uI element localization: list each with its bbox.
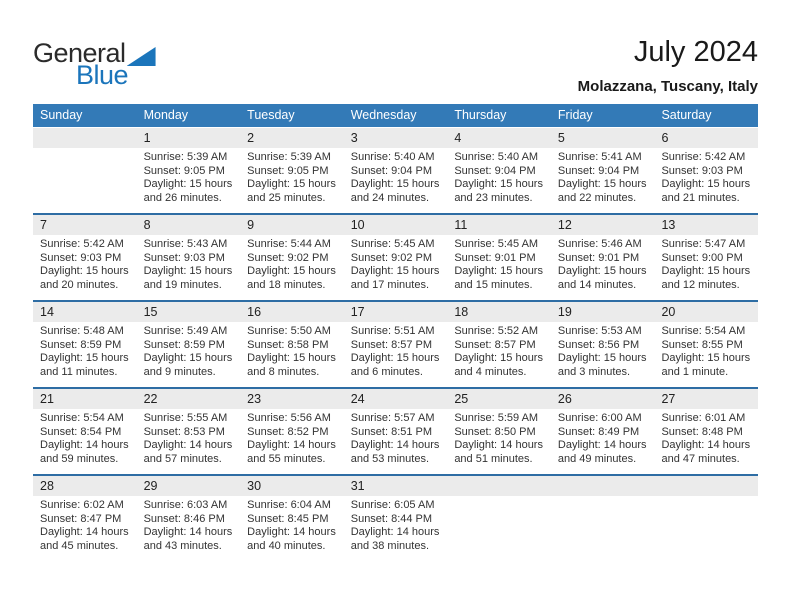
day-cell [654,322,758,387]
day-number: 17 [350,305,365,319]
day-number: 1 [143,131,151,145]
day-number-band [33,302,758,322]
day-cell [240,496,344,561]
daylight-text: Daylight: 15 hours and 3 minutes. [557,352,647,378]
sunrise-text: Sunrise: 5:48 AM [40,325,124,337]
day-cell [447,409,551,474]
day-cell [344,322,448,387]
sunrise-text: Sunrise: 5:55 AM [143,412,228,424]
sunrise-text: Sunrise: 5:57 AM [350,412,435,424]
daylight-text: Daylight: 15 hours and 25 minutes. [247,178,336,204]
sunrise-text: Sunrise: 5:53 AM [557,325,642,337]
sunset-text: Sunset: 8:48 PM [661,425,743,438]
day-cell [137,235,241,300]
general-blue-logo [33,38,156,91]
daylight-text: Daylight: 15 hours and 8 minutes. [247,352,336,378]
day-cell [447,148,551,213]
day-cell [240,409,344,474]
day-cell [551,322,655,387]
day-number-band [33,389,758,409]
day-number-band [33,128,758,148]
day-cell [137,148,241,213]
sunset-text: Sunset: 8:49 PM [557,425,640,438]
sunset-text: Sunset: 8:59 PM [40,338,122,351]
sunrise-text: Sunrise: 5:51 AM [350,325,435,337]
daylight-text: Daylight: 14 hours and 40 minutes. [247,526,336,552]
sunrise-text: Sunrise: 5:46 AM [557,238,642,250]
day-number: 4 [454,131,462,145]
day-number: 18 [454,305,469,319]
title-block [578,36,758,95]
day-cell [447,235,551,300]
sunset-text: Sunset: 8:59 PM [143,338,225,351]
sunset-text: Sunset: 8:51 PM [350,425,433,438]
empty-day-cell [551,496,655,561]
sunset-text: Sunset: 9:02 PM [247,251,329,264]
daylight-text: Daylight: 14 hours and 38 minutes. [350,526,440,552]
day-name-tuesday: Tuesday [247,108,295,122]
sunset-text: Sunset: 9:04 PM [350,164,433,177]
day-number: 2 [247,131,255,145]
day-number: 28 [40,479,54,493]
daylight-text: Daylight: 15 hours and 24 minutes. [350,178,440,204]
sunset-text: Sunset: 9:03 PM [143,251,225,264]
sunrise-text: Sunrise: 5:54 AM [661,325,746,337]
daylight-text: Daylight: 14 hours and 45 minutes. [40,526,129,552]
day-number: 12 [557,218,572,232]
daylight-text: Daylight: 15 hours and 22 minutes. [557,178,647,204]
daylight-text: Daylight: 15 hours and 9 minutes. [143,352,233,378]
day-cell [240,322,344,387]
sunset-text: Sunset: 9:04 PM [454,164,536,177]
day-cell [240,148,344,213]
sunrise-text: Sunrise: 5:40 AM [350,151,435,163]
day-number: 26 [557,392,572,406]
daylight-text: Daylight: 15 hours and 18 minutes. [247,265,336,291]
day-number: 29 [143,479,158,493]
daylight-text: Daylight: 15 hours and 4 minutes. [454,352,543,378]
sunset-text: Sunset: 8:46 PM [143,512,225,525]
sunrise-text: Sunrise: 5:41 AM [557,151,642,163]
day-cell [344,148,448,213]
day-number: 13 [661,218,676,232]
empty-day-cell [447,496,551,561]
sunrise-text: Sunrise: 5:47 AM [661,238,746,250]
week-row [33,474,758,561]
calendar-table [33,104,758,561]
sunset-text: Sunset: 8:47 PM [40,512,122,525]
daylight-text: Daylight: 15 hours and 23 minutes. [454,178,543,204]
sunset-text: Sunset: 8:52 PM [247,425,329,438]
calendar-weeks [33,128,758,561]
month-title: July 2024 [633,36,758,68]
day-name-saturday: Saturday [661,108,712,122]
sunset-text: Sunset: 8:53 PM [143,425,225,438]
sunrise-text: Sunrise: 5:45 AM [454,238,539,250]
location-subtitle: Molazzana, Tuscany, Italy [577,78,758,95]
day-name-monday: Monday [143,108,189,122]
sunrise-text: Sunrise: 5:44 AM [247,238,331,250]
sunset-text: Sunset: 8:54 PM [40,425,122,438]
week-row [33,213,758,300]
day-details-row [33,409,758,474]
daylight-text: Daylight: 14 hours and 51 minutes. [454,439,543,465]
day-number: 9 [247,218,255,232]
day-number: 5 [557,131,565,145]
day-number-band [33,215,758,235]
sunrise-text: Sunrise: 5:45 AM [350,238,435,250]
sunset-text: Sunset: 8:57 PM [350,338,433,351]
day-number: 20 [661,305,676,319]
day-number: 15 [143,305,158,319]
day-cell [654,409,758,474]
sunrise-text: Sunrise: 5:52 AM [454,325,539,337]
day-name-wednesday: Wednesday [350,108,417,122]
sunset-text: Sunset: 9:05 PM [247,164,329,177]
daylight-text: Daylight: 15 hours and 21 minutes. [661,178,751,204]
week-row [33,128,758,213]
daylight-text: Daylight: 14 hours and 57 minutes. [143,439,233,465]
sunrise-text: Sunrise: 6:01 AM [661,412,746,424]
day-name-thursday: Thursday [454,108,507,122]
sunset-text: Sunset: 9:04 PM [557,164,640,177]
daylight-text: Daylight: 15 hours and 6 minutes. [350,352,440,378]
empty-day-cell [654,496,758,561]
sunset-text: Sunset: 8:50 PM [454,425,536,438]
sunrise-text: Sunrise: 6:00 AM [557,412,642,424]
day-name-sunday: Sunday [40,108,83,122]
day-cell [654,148,758,213]
sunset-text: Sunset: 9:01 PM [454,251,536,264]
daylight-text: Daylight: 15 hours and 15 minutes. [454,265,543,291]
daylight-text: Daylight: 14 hours and 53 minutes. [350,439,440,465]
day-cell [344,496,448,561]
sunrise-text: Sunrise: 6:02 AM [40,499,124,511]
sunset-text: Sunset: 8:57 PM [454,338,536,351]
day-number: 25 [454,392,469,406]
day-cell [33,409,137,474]
day-number: 24 [350,392,365,406]
sunset-text: Sunset: 9:03 PM [40,251,122,264]
empty-day-number [447,476,551,496]
day-details-row [33,496,758,561]
day-number: 22 [143,392,158,406]
daylight-text: Daylight: 14 hours and 49 minutes. [557,439,647,465]
sunrise-text: Sunrise: 5:43 AM [143,238,228,250]
sunrise-text: Sunrise: 5:39 AM [247,151,331,163]
day-number: 14 [40,305,54,319]
sunrise-text: Sunrise: 6:05 AM [350,499,435,511]
day-cell [240,235,344,300]
daylight-text: Daylight: 15 hours and 12 minutes. [661,265,751,291]
day-cell [33,235,137,300]
daylight-text: Daylight: 15 hours and 14 minutes. [557,265,647,291]
day-number: 31 [350,479,365,493]
day-cell [654,235,758,300]
daylight-text: Daylight: 15 hours and 1 minute. [661,352,751,378]
daylight-text: Daylight: 15 hours and 11 minutes. [40,352,129,378]
daylight-text: Daylight: 14 hours and 43 minutes. [143,526,233,552]
day-number: 11 [454,218,468,232]
empty-day-number [654,476,758,496]
day-details-row [33,235,758,300]
daylight-text: Daylight: 15 hours and 19 minutes. [143,265,233,291]
sunrise-text: Sunrise: 5:40 AM [454,151,539,163]
sunrise-text: Sunrise: 5:39 AM [143,151,228,163]
day-number-band [33,476,758,496]
sunrise-text: Sunrise: 6:03 AM [143,499,228,511]
sunset-text: Sunset: 8:44 PM [350,512,433,525]
day-cell [137,409,241,474]
empty-day-cell [33,148,137,213]
sunrise-text: Sunrise: 5:42 AM [40,238,124,250]
sunrise-text: Sunrise: 5:56 AM [247,412,331,424]
sunset-text: Sunset: 8:55 PM [661,338,743,351]
sunset-text: Sunset: 8:58 PM [247,338,329,351]
sunset-text: Sunset: 9:03 PM [661,164,743,177]
day-number: 16 [247,305,262,319]
day-cell [137,322,241,387]
week-row [33,300,758,387]
day-name-friday: Friday [557,108,593,122]
day-details-row [33,148,758,213]
day-cell [33,496,137,561]
sunset-text: Sunset: 8:56 PM [557,338,640,351]
day-number: 8 [143,218,151,232]
day-cell [33,322,137,387]
sunrise-text: Sunrise: 6:04 AM [247,499,331,511]
day-number: 6 [661,131,669,145]
day-number: 27 [661,392,676,406]
sunset-text: Sunset: 9:00 PM [661,251,743,264]
sunset-text: Sunset: 9:02 PM [350,251,433,264]
day-cell [137,496,241,561]
week-row [33,387,758,474]
empty-day-number [551,476,655,496]
logo-text-blue: Blue [76,60,129,90]
day-cell [344,235,448,300]
sunrise-text: Sunrise: 5:42 AM [661,151,746,163]
day-number: 30 [247,479,262,493]
day-number: 23 [247,392,262,406]
daylight-text: Daylight: 14 hours and 47 minutes. [661,439,751,465]
day-cell [551,235,655,300]
logo-text-general: General [33,38,126,68]
sunset-text: Sunset: 9:01 PM [557,251,640,264]
day-cell [344,409,448,474]
sunrise-text: Sunrise: 5:49 AM [143,325,228,337]
empty-day-number [33,128,137,148]
day-number: 7 [40,218,47,232]
sunset-text: Sunset: 8:45 PM [247,512,329,525]
day-details-row [33,322,758,387]
day-number: 3 [350,131,358,145]
sunrise-text: Sunrise: 5:50 AM [247,325,331,337]
daylight-text: Daylight: 14 hours and 59 minutes. [40,439,129,465]
day-cell [447,322,551,387]
day-number: 19 [557,305,572,319]
day-cell [551,148,655,213]
day-cell [551,409,655,474]
sunrise-text: Sunrise: 5:54 AM [40,412,124,424]
sunrise-text: Sunrise: 5:59 AM [454,412,539,424]
calendar-header-row [33,104,758,127]
day-number: 10 [350,218,365,232]
daylight-text: Daylight: 14 hours and 55 minutes. [247,439,336,465]
day-number: 21 [40,392,54,406]
sunset-text: Sunset: 9:05 PM [143,164,225,177]
daylight-text: Daylight: 15 hours and 26 minutes. [143,178,233,204]
logo-triangle-icon [127,47,156,66]
daylight-text: Daylight: 15 hours and 20 minutes. [40,265,129,291]
daylight-text: Daylight: 15 hours and 17 minutes. [350,265,440,291]
